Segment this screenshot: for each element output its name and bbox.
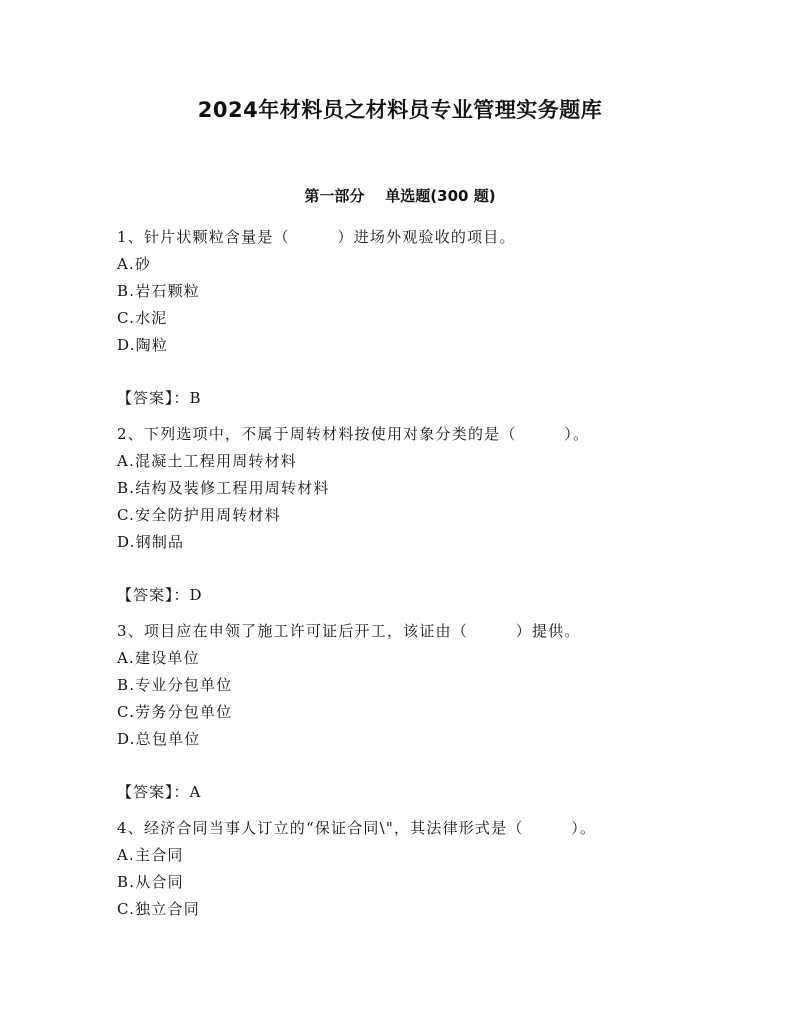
option-c: C.水泥 [117, 309, 168, 327]
option-b: B.结构及装修工程用周转材料 [117, 479, 330, 497]
option-b: B.从合同 [117, 873, 184, 891]
question-4 [117, 815, 717, 923]
question-1 [117, 224, 717, 412]
option-d: D.钢制品 [117, 533, 185, 551]
option-c: C.劳务分包单位 [117, 703, 233, 721]
option-d: D.总包单位 [117, 730, 201, 748]
question-stem: 1、针片状颗粒含量是（ ）进场外观验收的项目。 [117, 228, 516, 246]
option-c: C.安全防护用周转材料 [117, 506, 281, 524]
option-b: B.专业分包单位 [117, 676, 233, 694]
option-a: A.混凝土工程用周转材料 [117, 452, 298, 470]
question-stem: 4、经济合同当事人订立的“保证合同\"，其法律形式是（ ）。 [117, 819, 597, 837]
option-c: C.独立合同 [117, 900, 200, 918]
answer-line: 【答案】：D [117, 586, 203, 604]
option-a: A.砂 [117, 255, 152, 273]
option-a: A.建设单位 [117, 649, 200, 667]
option-b: B.岩石颗粒 [117, 282, 200, 300]
question-2 [117, 421, 717, 609]
question-stem: 3、项目应在申领了施工许可证后开工，该证由（ ）提供。 [117, 622, 581, 640]
question-stem: 2、下列选项中，不属于周转材料按使用对象分类的是（ ）。 [117, 425, 590, 443]
answer-line: 【答案】：A [117, 783, 202, 801]
document-title: 2024年材料员之材料员专业管理实务题库 [197, 98, 603, 122]
question-3 [117, 618, 717, 806]
option-d: D.陶粒 [117, 336, 169, 354]
option-a: A.主合同 [117, 846, 184, 864]
section-title: 第一部分 单选题(300 题) [304, 187, 496, 205]
answer-line: 【答案】：B [117, 389, 202, 407]
question-list [117, 224, 717, 923]
